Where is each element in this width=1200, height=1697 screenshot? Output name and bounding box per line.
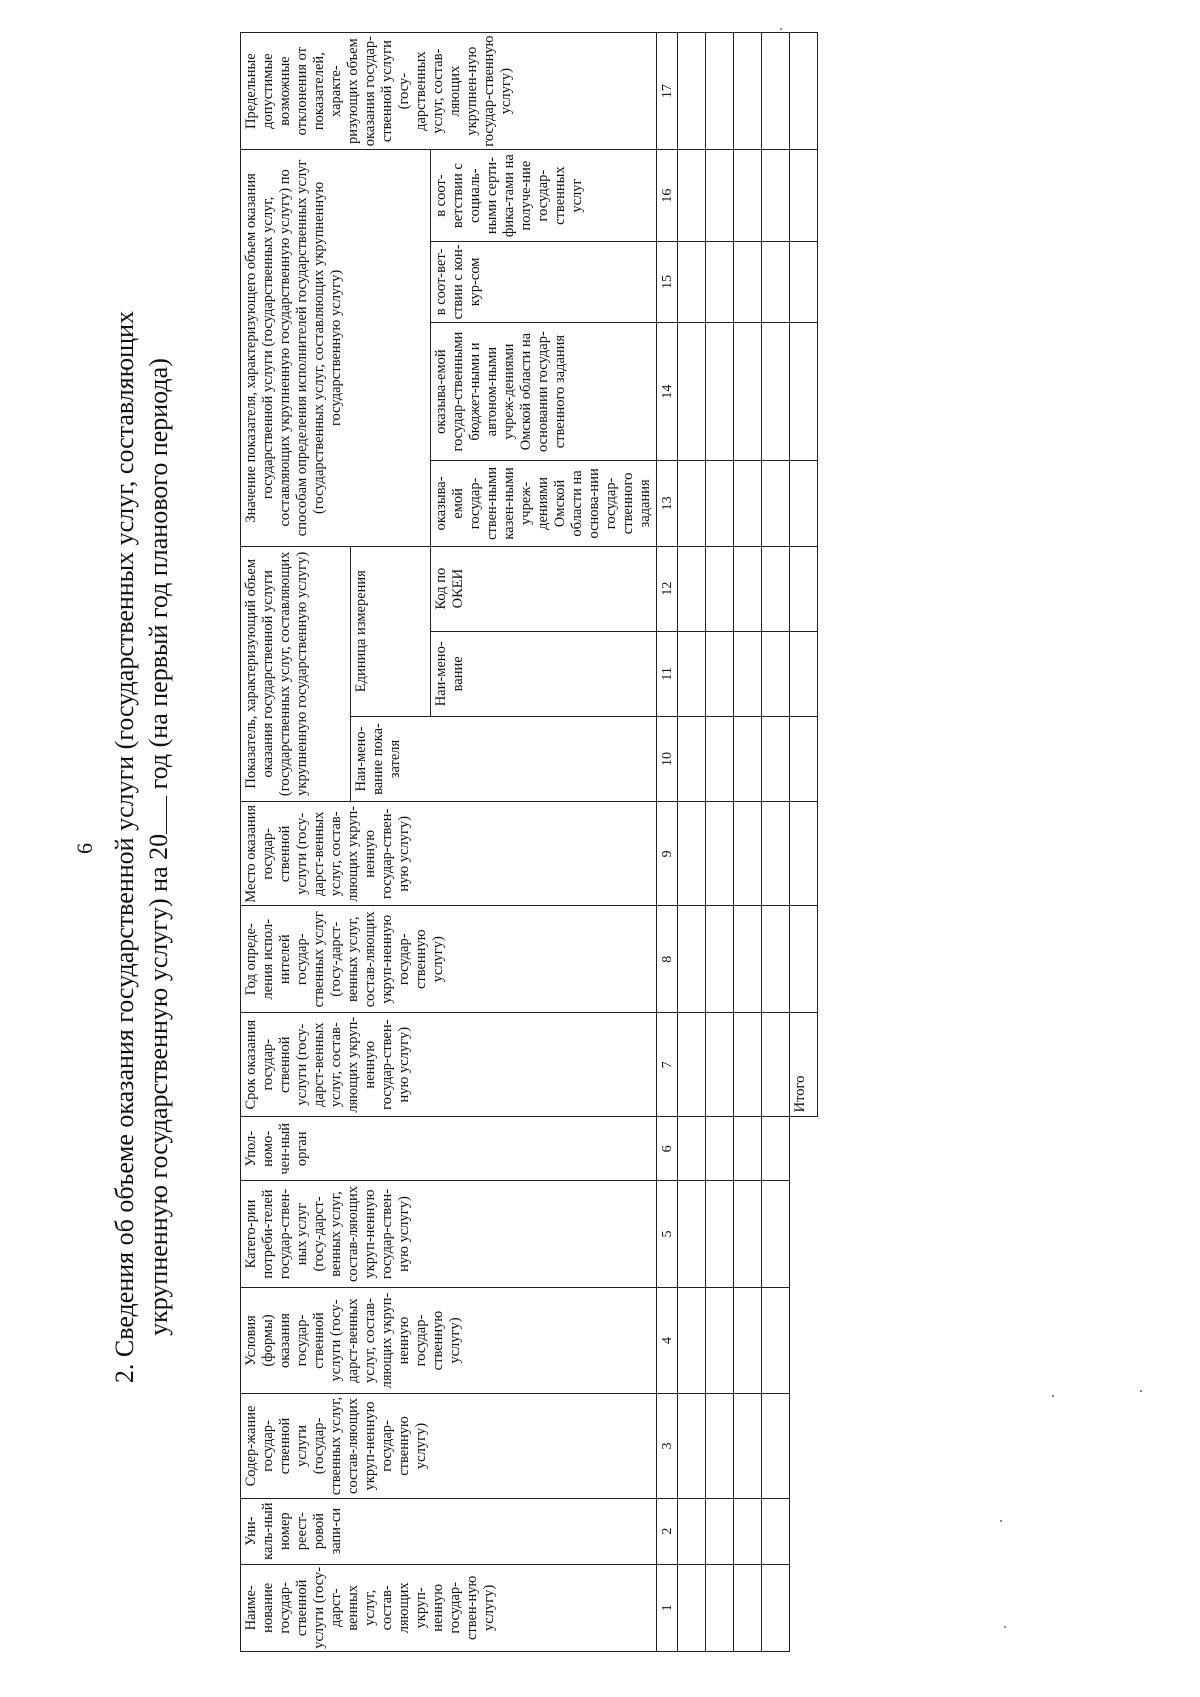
table-cell[interactable] — [706, 906, 734, 1013]
column-number: 11 — [657, 631, 678, 716]
title-line-2-prefix: укрупненную государственную услугу) на 20 — [144, 833, 173, 1336]
table-cell[interactable] — [762, 241, 790, 322]
column-number: 14 — [657, 322, 678, 460]
table-cell[interactable] — [678, 150, 706, 242]
table-cell[interactable] — [734, 1181, 762, 1288]
column-number: 7 — [657, 1013, 678, 1117]
table-cell[interactable] — [734, 322, 762, 460]
table-cell[interactable] — [734, 150, 762, 242]
column-number: 15 — [657, 241, 678, 322]
table-cell[interactable] — [678, 33, 706, 150]
table-cell[interactable] — [706, 241, 734, 322]
table-cell[interactable] — [762, 802, 790, 906]
table-cell[interactable] — [734, 1013, 762, 1117]
table-cell[interactable] — [706, 33, 734, 150]
table-cell[interactable] — [790, 631, 818, 716]
scan-speck — [780, 28, 782, 30]
table-cell-empty — [790, 1181, 818, 1288]
table-cell[interactable] — [762, 906, 790, 1013]
table-cell-empty — [790, 1117, 818, 1181]
header-c9: Место оказания государ-ственной услуги (госу-дарст-венных услуг, состав-ляющих укруп-ненную государ-ствен-ную услугу) — [241, 802, 657, 906]
table-cell[interactable] — [734, 906, 762, 1013]
title-line-2-suffix: год (на первый год планового периода) — [144, 358, 173, 796]
column-number: 2 — [657, 1498, 678, 1564]
table-cell[interactable] — [706, 1564, 734, 1651]
table-cell[interactable] — [790, 150, 818, 242]
table-cell[interactable] — [790, 461, 818, 546]
table-cell[interactable] — [762, 1117, 790, 1181]
table-cell[interactable] — [762, 631, 790, 716]
table-row — [762, 33, 790, 1652]
table-cell[interactable] — [706, 802, 734, 906]
table-cell[interactable] — [762, 1498, 790, 1564]
table-cell[interactable] — [734, 1564, 762, 1651]
table-row — [734, 33, 762, 1652]
table-cell[interactable] — [734, 461, 762, 546]
scan-speck — [1004, 1626, 1006, 1628]
title-line-2 — [142, 147, 176, 1547]
table-cell[interactable] — [734, 631, 762, 716]
header-c16: в соот-ветствии с социаль-ными серти-фика-тами на получе-ние государ-ственных услуг — [431, 150, 657, 242]
year-blank[interactable] — [146, 796, 167, 834]
column-number: 5 — [657, 1181, 678, 1288]
table-cell[interactable] — [790, 716, 818, 801]
header-c17: Предельные допустимые возможные отклонения от показателей, характе-ризующих объем оказания государ-ственной услуги (госу-дарственных услуг, состав-ляющих укрупнен-ную государ-ственную услугу) — [241, 33, 657, 150]
table-cell[interactable] — [678, 716, 706, 801]
header-c4: Условия (формы) оказания государ-ственной услуги (госу-дарст-венных услуг, состав-ляющих укруп-ненную государ-ственную услугу) — [241, 1287, 657, 1394]
table-cell[interactable] — [734, 802, 762, 906]
table-cell[interactable] — [790, 802, 818, 906]
table-cell[interactable] — [706, 1287, 734, 1394]
table-cell[interactable] — [706, 1498, 734, 1564]
header-c7: Срок оказания государ-ственной услуги (госу-дарст-венных услуг, состав-ляющих укруп-ненную государ-ствен-ную услугу) — [241, 1013, 657, 1117]
page-number: 6 — [72, 843, 97, 854]
column-number: 13 — [657, 461, 678, 546]
header-c14: оказыва-емой государ-ственными бюджет-ными и автоном-ными учреж-дениями Омской области на основании государ-ственного задания — [431, 322, 657, 460]
table-cell[interactable] — [678, 546, 706, 631]
table-cell[interactable] — [762, 322, 790, 460]
table-cell[interactable] — [734, 1394, 762, 1498]
column-number: 3 — [657, 1394, 678, 1498]
title-line-1: 2. Сведения об объеме оказания государственной услуги (государственных услуг, составляющих — [110, 310, 139, 1384]
table-cell[interactable] — [790, 322, 818, 460]
table-cell[interactable] — [678, 1013, 706, 1117]
total-row — [790, 33, 818, 1652]
column-number: 10 — [657, 716, 678, 801]
table-cell[interactable] — [678, 1287, 706, 1394]
table-cell[interactable] — [762, 461, 790, 546]
table-cell[interactable] — [734, 716, 762, 801]
table-cell[interactable] — [678, 322, 706, 460]
table-cell[interactable] — [678, 1394, 706, 1498]
table-cell[interactable] — [762, 716, 790, 801]
table-cell-empty — [790, 1394, 818, 1498]
total-label: Итого — [790, 1013, 818, 1117]
table-cell[interactable] — [762, 1394, 790, 1498]
table-cell[interactable] — [790, 241, 818, 322]
column-number: 12 — [657, 546, 678, 631]
table-cell[interactable] — [706, 1013, 734, 1117]
header-c3: Содер-жание государ-ственной услуги (государ-ственных услуг, состав-ляющих укруп-ненную государ-ственную услугу) — [241, 1394, 657, 1498]
table-cell[interactable] — [678, 1564, 706, 1651]
header-c1: Наиме-нование государ-ственной услуги (госу-дарст-венных услуг, состав-ляющих укруп-ненную государ-ствен-ную услугу) — [241, 1564, 657, 1651]
table-cell[interactable] — [762, 1564, 790, 1651]
table-cell[interactable] — [790, 906, 818, 1013]
table-cell[interactable] — [734, 1287, 762, 1394]
header-c6: Упол-номо-чен-ный орган — [241, 1117, 657, 1181]
column-number: 1 — [657, 1564, 678, 1651]
header-c11: Наи-мено-вание — [431, 631, 657, 716]
table-cell[interactable] — [678, 906, 706, 1013]
table-cell[interactable] — [762, 1287, 790, 1394]
table-cell[interactable] — [706, 1394, 734, 1498]
table-cell[interactable] — [734, 546, 762, 631]
column-number: 4 — [657, 1287, 678, 1394]
table-cell[interactable] — [706, 1117, 734, 1181]
header-unit-group: Единица измерения — [351, 546, 431, 716]
header-c15: в соот-вет-ствии с кон-кур-сом — [431, 241, 657, 322]
header-c8: Год опреде-ления испол-нителей государ-ственных услуг (госу-дарст-венных услуг, состав-ляющих укруп-ненную государ-ственную услугу) — [241, 906, 657, 1013]
table-row — [706, 33, 734, 1652]
table-cell[interactable] — [678, 631, 706, 716]
header-indicator-group: Показатель, характеризующий объем оказания государственной услуги (государственных услуг, составляющих укрупненную государственную услугу) — [241, 546, 351, 802]
table-cell[interactable] — [706, 461, 734, 546]
scan-speck — [1140, 1390, 1142, 1392]
table-cell[interactable] — [762, 150, 790, 242]
column-numbers-row — [657, 33, 678, 1652]
table-cell[interactable] — [678, 1498, 706, 1564]
table-cell[interactable] — [706, 322, 734, 460]
table-cell[interactable] — [762, 33, 790, 150]
table-cell[interactable] — [706, 546, 734, 631]
service-volume-table — [240, 32, 818, 1652]
table-cell[interactable] — [790, 546, 818, 631]
table-cell[interactable] — [678, 241, 706, 322]
table-cell-empty — [790, 1564, 818, 1651]
table-cell[interactable] — [678, 802, 706, 906]
column-number: 9 — [657, 802, 678, 906]
section-title — [108, 147, 176, 1547]
header-value-group: Значение показателя, характеризующего объем оказания государственной услуги (государственных услуг, составляющих укрупненную государственную услугу) по способам определения исполнителей государственных услуг (государственных услуг, составляющих укрупненную государственную услугу) — [241, 150, 431, 546]
header-c13: оказыва-емой государ-ствен-ными казен-ными учреж-дениями Омской области на основа-нии государ-ственного задания — [431, 461, 657, 546]
table-row — [678, 33, 706, 1652]
header-c5: Катего-рии потреби-телей государ-ствен-ных услуг (госу-дарст-венных услуг, состав-ляющих укруп-ненную государ-ствен-ную услугу) — [241, 1181, 657, 1288]
column-number: 17 — [657, 33, 678, 150]
column-number: 16 — [657, 150, 678, 242]
table-cell[interactable] — [734, 33, 762, 150]
table-cell[interactable] — [762, 1013, 790, 1117]
table-cell[interactable] — [734, 1117, 762, 1181]
header-c2: Уни-каль-ный номер реест-ровой запи-си — [241, 1498, 657, 1564]
table-cell[interactable] — [762, 546, 790, 631]
table-cell[interactable] — [706, 150, 734, 242]
header-c12: Код по ОКЕИ — [431, 546, 657, 631]
table-cell[interactable] — [706, 1181, 734, 1288]
table-cell[interactable] — [706, 631, 734, 716]
table-cell-empty — [790, 1498, 818, 1564]
table-cell[interactable] — [678, 1181, 706, 1288]
header-c10: Наи-мено-вание пока-зателя — [351, 716, 657, 801]
scan-speck — [1000, 1520, 1002, 1522]
table-cell[interactable] — [734, 241, 762, 322]
table-cell[interactable] — [678, 461, 706, 546]
table-cell[interactable] — [790, 33, 818, 150]
table-cell[interactable] — [678, 1117, 706, 1181]
column-number: 6 — [657, 1117, 678, 1181]
table-cell[interactable] — [762, 1181, 790, 1288]
table-cell-empty — [790, 1287, 818, 1394]
scan-speck — [1052, 1395, 1054, 1397]
volume-table-wrapper — [240, 32, 818, 1652]
column-number: 8 — [657, 906, 678, 1013]
table-cell[interactable] — [706, 716, 734, 801]
table-cell[interactable] — [734, 1498, 762, 1564]
